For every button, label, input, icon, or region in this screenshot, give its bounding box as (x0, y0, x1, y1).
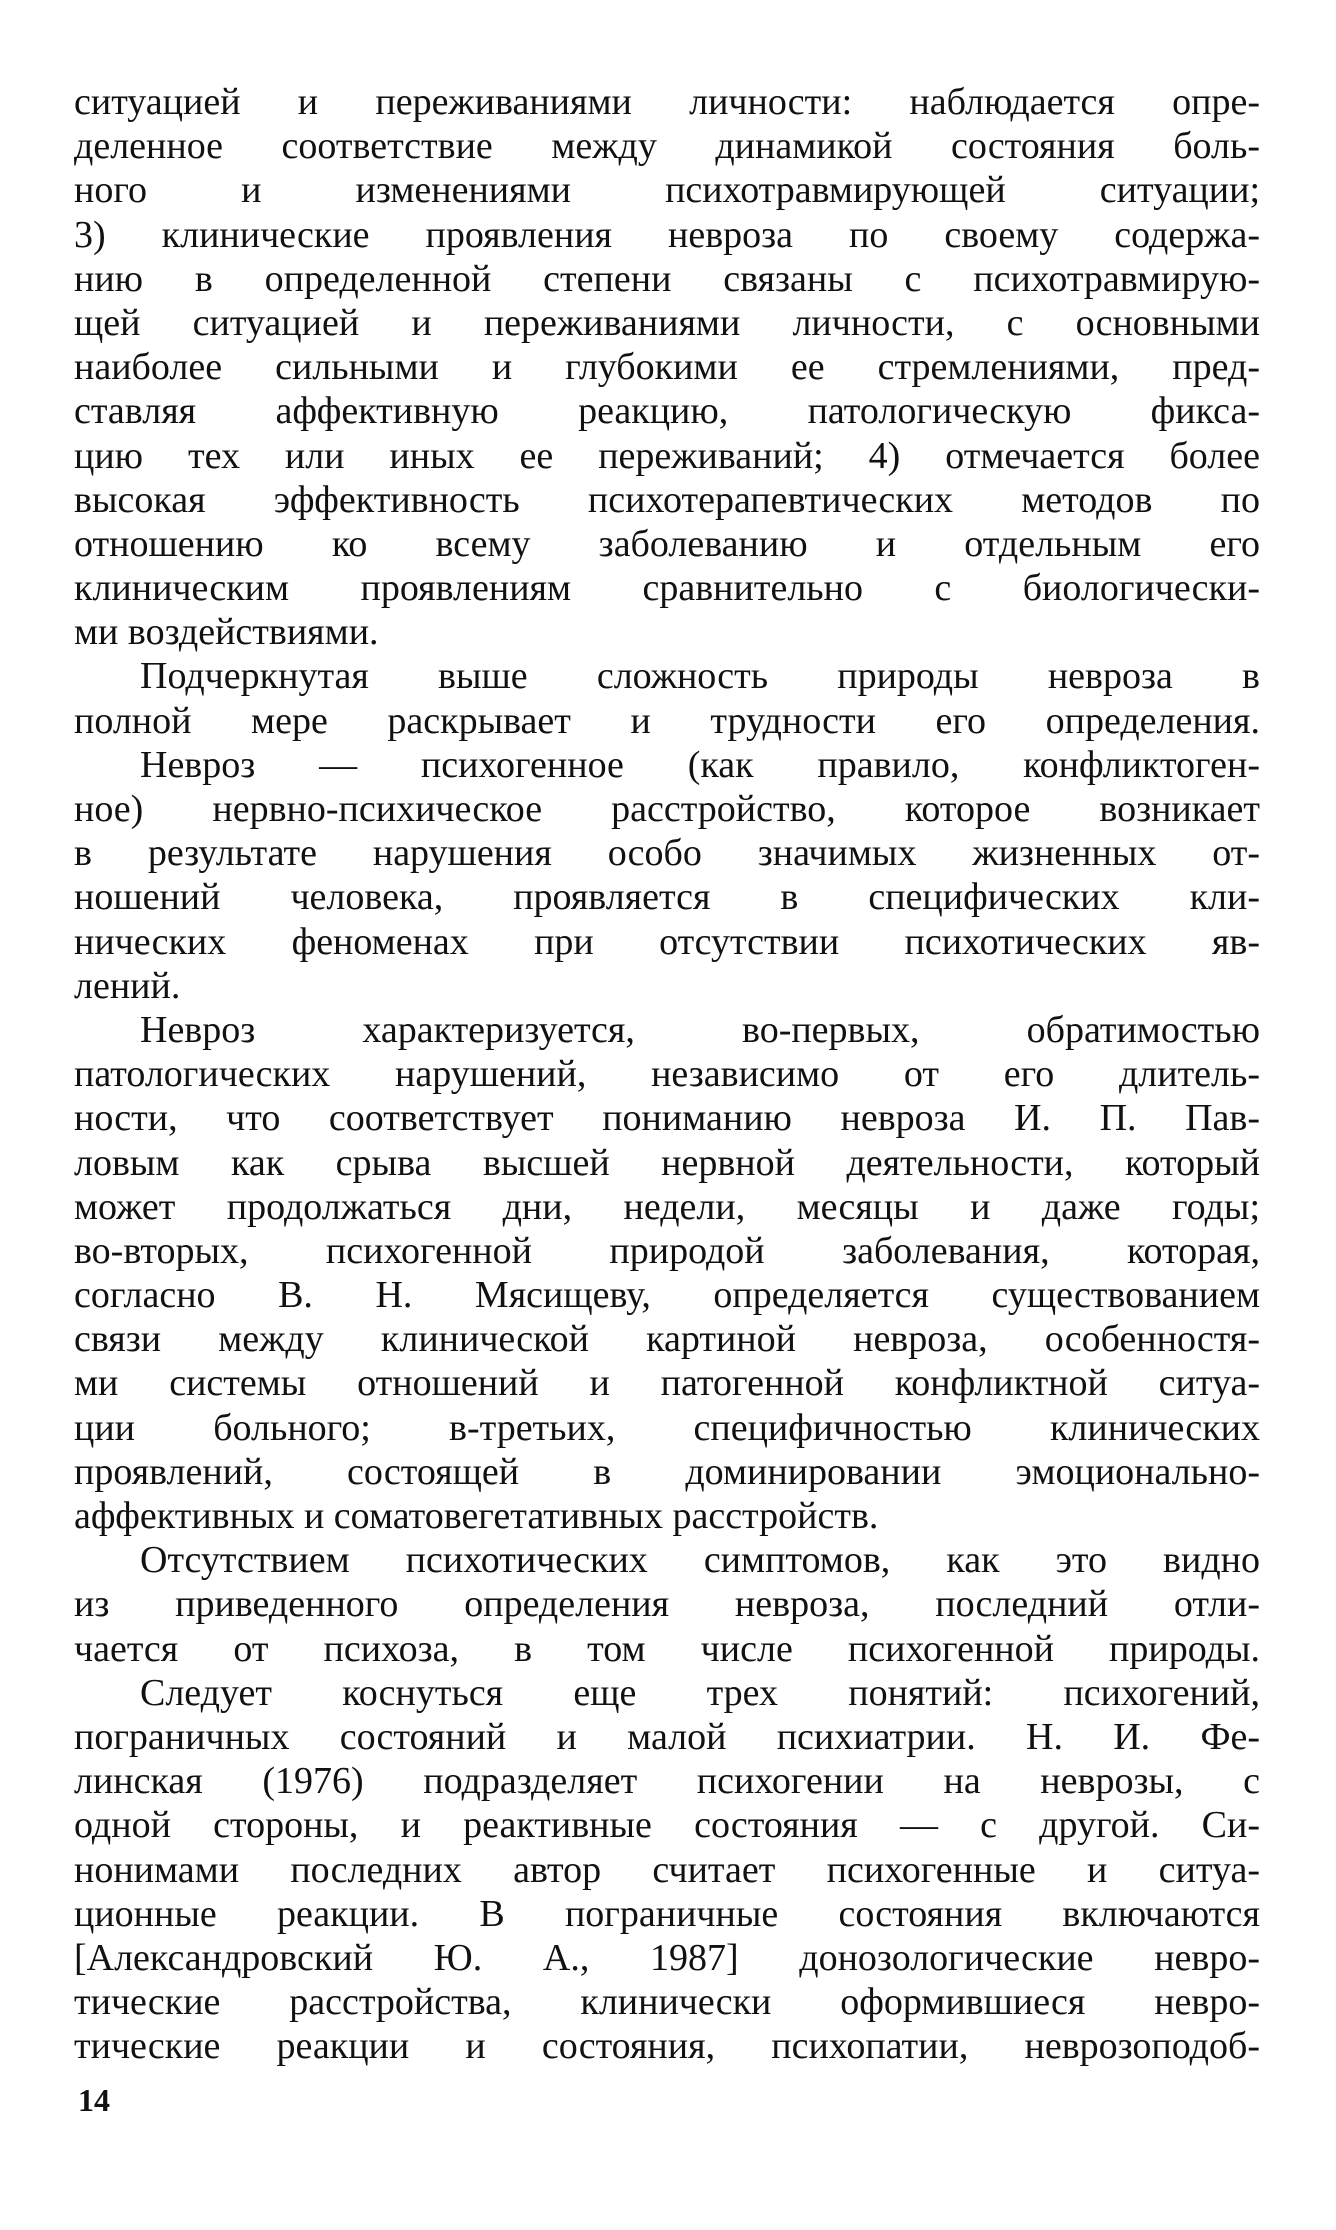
page-body (74, 80, 1260, 2068)
text-line: цию тех или иных ее переживаний; 4) отмечается более (74, 434, 1260, 477)
text-line: ного и изменениями психотравмирующей ситуации; (74, 169, 1260, 212)
text-line: проявлений, состоящей в доминировании эмоционально- (74, 1450, 1260, 1493)
text-line: Невроз — психогенное (как правило, конфликтоген- (140, 743, 1260, 786)
text-line: 3) клинические проявления невроза по своему содержа- (74, 213, 1260, 256)
paragraph-2 (74, 654, 1260, 742)
paragraph-6 (74, 1671, 1260, 2069)
paragraph-4 (74, 1008, 1260, 1538)
text-line: может продолжаться дни, недели, месяцы и даже годы; (74, 1185, 1260, 1228)
text-line: [Александровский Ю. А., 1987] донозологические невро- (74, 1936, 1260, 1979)
text-line: ности, что соответствует пониманию невроза И. П. Пав- (74, 1097, 1260, 1140)
text-line: линская (1976) подразделяет психогении на неврозы, с (74, 1760, 1260, 1803)
text-line: тические расстройства, клинически оформившиеся невро- (74, 1981, 1260, 2024)
text-line: ми системы отношений и патогенной конфликтной ситуа- (74, 1362, 1260, 1405)
text-line: патологических нарушений, независимо от его длитель- (74, 1053, 1260, 1096)
text-line: нонимами последних автор считает психогенные и ситуа- (74, 1848, 1260, 1891)
text-line: наиболее сильными и глубокими ее стремлениями, пред- (74, 346, 1260, 389)
text-line: согласно В. Н. Мясищеву, определяется существованием (74, 1274, 1260, 1317)
paragraph-1 (74, 80, 1260, 654)
text-line: клиническим проявлениям сравнительно с биологически- (74, 567, 1260, 610)
text-line: ционные реакции. В пограничные состояния включаются (74, 1892, 1260, 1935)
text-line: ситуацией и переживаниями личности: наблюдается опре- (74, 81, 1260, 123)
text-line: аффективных и соматовегетативных расстройств. (74, 1495, 879, 1537)
text-line: Подчеркнутая выше сложность природы невроза в (140, 655, 1260, 698)
text-line: высокая эффективность психотерапевтических методов по (74, 478, 1260, 521)
text-line: связи между клинической картиной невроза, особенностя- (74, 1318, 1260, 1361)
text-line: полной мере раскрывает и трудности его определения. (74, 699, 1260, 742)
text-line: лений. (74, 964, 181, 1007)
text-line: нических феноменах при отсутствии психотических яв- (74, 920, 1260, 963)
text-line: пограничных состояний и малой психиатрии. Н. И. Фе- (74, 1715, 1260, 1758)
text-line: ми воздействиями. (74, 611, 379, 654)
text-line: одной стороны, и реактивные состояния — с другой. Си- (74, 1804, 1260, 1847)
text-line: ции больного; в-третьих, специфичностью клинических (74, 1406, 1260, 1449)
paragraph-definition (74, 743, 1260, 1008)
text-line: во-вторых, психогенной природой заболевания, которая, (74, 1229, 1260, 1272)
text-line: деленное соответствие между динамикой состояния боль- (74, 125, 1260, 168)
page-number: 14 (78, 2082, 110, 2118)
text-line: ношений человека, проявляется в специфических кли- (74, 876, 1260, 919)
text-line: из приведенного определения невроза, последний отли- (74, 1583, 1260, 1626)
text-line: тические реакции и состояния, психопатии, неврозоподоб- (74, 2025, 1260, 2068)
text-line: ное) нервно-психическое расстройство, которое возникает (74, 788, 1260, 830)
text-line: ловым как срыва высшей нервной деятельности, который (74, 1141, 1260, 1184)
paragraph-5 (74, 1538, 1260, 1671)
text-line: щей ситуацией и переживаниями личности, с основными (74, 301, 1260, 344)
text-line: Невроз характеризуется, во-первых, обратимостью (140, 1008, 1260, 1051)
text-line: нию в определенной степени связаны с психотравмирую- (74, 257, 1260, 300)
text-line: отношению ко всему заболеванию и отдельным его (74, 522, 1260, 565)
text-line: ставляя аффективную реакцию, патологическую фикса- (74, 390, 1260, 433)
text-line: Следует коснуться еще трех понятий: психогений, (140, 1671, 1260, 1714)
text-line: чается от психоза, в том числе психогенной природы. (74, 1627, 1260, 1670)
text-line: Отсутствием психотических симптомов, как это видно (140, 1539, 1260, 1582)
text-line: в результате нарушения особо значимых жизненных от- (74, 832, 1260, 875)
